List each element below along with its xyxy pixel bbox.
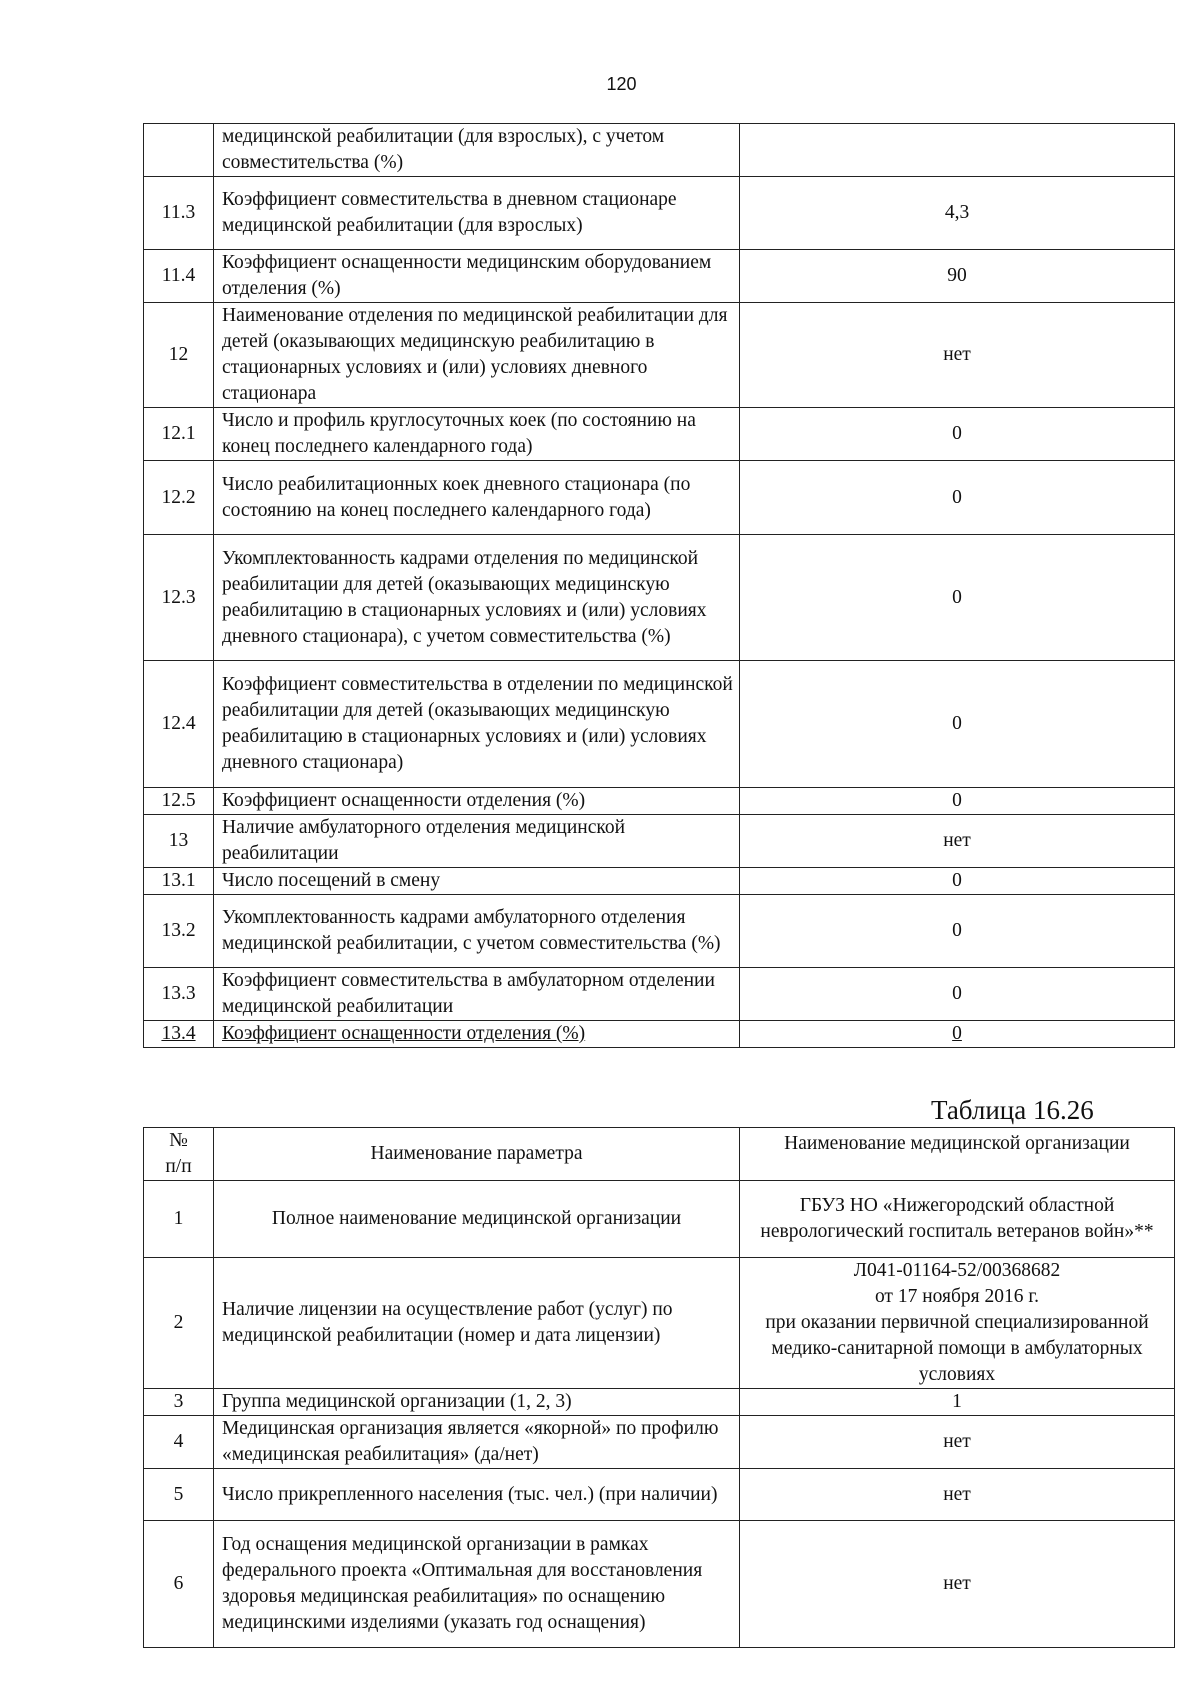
row-number: 6	[144, 1521, 214, 1648]
medical-organization-table	[143, 1127, 1175, 1648]
table-row	[144, 1416, 1175, 1469]
table-row	[144, 535, 1175, 661]
parameter-value: Л041-01164-52/00368682 от 17 ноября 2016 г. при оказании первичной специализированной медико-санитарной помощи в амбулаторных условиях	[740, 1258, 1175, 1389]
parameter-value: 90	[740, 250, 1175, 303]
table-row	[144, 1021, 1175, 1048]
row-number: 13.1	[144, 868, 214, 895]
parameter-name: Число посещений в смену	[214, 868, 740, 895]
parameter-value: нет	[740, 1521, 1175, 1648]
header-number: № п/п	[144, 1128, 214, 1181]
table-row	[144, 968, 1175, 1021]
parameter-value: 0	[740, 788, 1175, 815]
table-row	[144, 1521, 1175, 1648]
table-row	[144, 788, 1175, 815]
parameter-name: Медицинская организация является «якорной» по профилю «медицинская реабилитация» (да/нет)	[214, 1416, 740, 1469]
parameter-value: 1	[740, 1389, 1175, 1416]
row-number: 13.2	[144, 895, 214, 968]
parameter-value: 0	[740, 461, 1175, 535]
row-number: 11.3	[144, 177, 214, 250]
table-row	[144, 1389, 1175, 1416]
row-number: 4	[144, 1416, 214, 1469]
row-number: 12.1	[144, 408, 214, 461]
parameter-name: Число и профиль круглосуточных коек (по состоянию на конец последнего календарного года)	[214, 408, 740, 461]
parameter-value: 4,3	[740, 177, 1175, 250]
parameter-name: Год оснащения медицинской организации в рамках федерального проекта «Оптимальная для восстановления здоровья медицинская реабилитация» по оснащению медицинскими изделиями (указать год оснащения)	[214, 1521, 740, 1648]
table-row	[144, 815, 1175, 868]
parameter-value: 0	[740, 895, 1175, 968]
table-row	[144, 895, 1175, 968]
row-number: 3	[144, 1389, 214, 1416]
parameter-name: Полное наименование медицинской организации	[214, 1181, 740, 1258]
parameter-value: нет	[740, 1416, 1175, 1469]
row-number: 2	[144, 1258, 214, 1389]
table-row	[144, 1469, 1175, 1521]
parameter-name: Группа медицинской организации (1, 2, 3)	[214, 1389, 740, 1416]
row-number: 11.4	[144, 250, 214, 303]
parameter-name: Наличие амбулаторного отделения медицинской реабилитации	[214, 815, 740, 868]
table-header-row	[144, 1128, 1175, 1181]
table-row	[144, 868, 1175, 895]
parameter-name: Число прикрепленного населения (тыс. чел.) (при наличии)	[214, 1469, 740, 1521]
parameter-value: нет	[740, 815, 1175, 868]
parameter-value: 0	[740, 408, 1175, 461]
table-row	[144, 1181, 1175, 1258]
row-number: 12.3	[144, 535, 214, 661]
parameter-value: 0	[740, 868, 1175, 895]
parameter-value	[740, 124, 1175, 177]
table-row	[144, 408, 1175, 461]
parameter-name: Число реабилитационных коек дневного стационара (по состоянию на конец последнего календарного года)	[214, 461, 740, 535]
table-row	[144, 661, 1175, 788]
table-row	[144, 250, 1175, 303]
row-number: 12	[144, 303, 214, 408]
table-row	[144, 461, 1175, 535]
table-row	[144, 303, 1175, 408]
parameter-value: нет	[740, 1469, 1175, 1521]
header-parameter: Наименование параметра	[214, 1128, 740, 1181]
parameter-name: Коэффициент оснащенности отделения (%)	[214, 788, 740, 815]
table-row	[144, 177, 1175, 250]
parameter-name: Коэффициент совместительства в амбулаторном отделении медицинской реабилитации	[214, 968, 740, 1021]
row-number: 1	[144, 1181, 214, 1258]
parameter-name: Коэффициент оснащенности медицинским оборудованием отделения (%)	[214, 250, 740, 303]
table-row	[144, 124, 1175, 177]
parameter-name: Наличие лицензии на осуществление работ (услуг) по медицинской реабилитации (номер и дата лицензии)	[214, 1258, 740, 1389]
row-number: 5	[144, 1469, 214, 1521]
parameter-name: Коэффициент совместительства в дневном стационаре медицинской реабилитации (для взрослых)	[214, 177, 740, 250]
rehabilitation-parameters-table-continued	[143, 123, 1175, 1048]
parameter-value: нет	[740, 303, 1175, 408]
row-number: 13.4	[161, 1023, 196, 1044]
row-number: 12.2	[144, 461, 214, 535]
parameter-value: 0	[740, 661, 1175, 788]
parameter-name: Коэффициент совместительства в отделении по медицинской реабилитации для детей (оказывающих медицинскую реабилитацию в стационарных условиях и (или) условиях дневного стационара)	[214, 661, 740, 788]
row-number: 12.4	[144, 661, 214, 788]
table-caption: Таблица 16.26	[931, 1095, 1094, 1125]
row-number: 13	[144, 815, 214, 868]
page-number: 120	[606, 74, 637, 94]
table-row	[144, 1258, 1175, 1389]
parameter-name: медицинской реабилитации (для взрослых), с учетом совместительства (%)	[214, 124, 740, 177]
parameter-value: 0	[952, 1023, 962, 1044]
parameter-name: Наименование отделения по медицинской реабилитации для детей (оказывающих медицинскую реабилитацию в стационарных условиях и (или) условиях дневного стационара	[214, 303, 740, 408]
header-organization: Наименование медицинской организации	[740, 1128, 1175, 1181]
parameter-value: 0	[740, 968, 1175, 1021]
row-number: 13.3	[144, 968, 214, 1021]
parameter-name: Укомплектованность кадрами амбулаторного отделения медицинской реабилитации, с учетом совместительства (%)	[214, 895, 740, 968]
parameter-value: 0	[740, 535, 1175, 661]
parameter-name: Укомплектованность кадрами отделения по медицинской реабилитации для детей (оказывающих медицинскую реабилитацию в стационарных условиях и (или) условиях дневного стационара), с учетом совместительства (%)	[214, 535, 740, 661]
parameter-value: ГБУЗ НО «Нижегородский областной неврологический госпиталь ветеранов войн»**	[740, 1181, 1175, 1258]
row-number: 12.5	[144, 788, 214, 815]
parameter-name: Коэффициент оснащенности отделения (%)	[222, 1023, 586, 1044]
row-number	[144, 124, 214, 177]
